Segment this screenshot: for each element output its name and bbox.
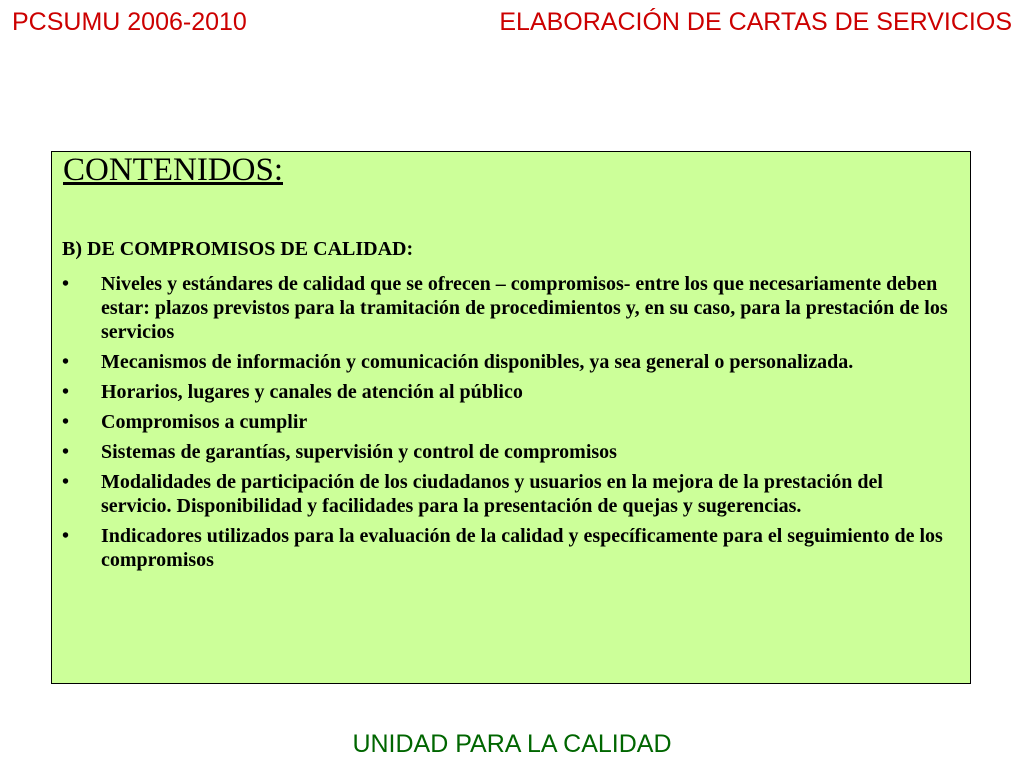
- bullet-list: [62, 272, 952, 578]
- bullet-icon: •: [62, 381, 70, 403]
- header-program-label: PCSUMU 2006-2010: [12, 8, 247, 36]
- list-item-text: Compromisos a cumplir: [101, 411, 308, 433]
- content-box: [51, 151, 971, 684]
- list-item: [62, 440, 952, 464]
- list-item-text: Sistemas de garantías, supervisión y control de compromisos: [101, 441, 617, 463]
- bullet-icon: •: [62, 411, 70, 433]
- bullet-icon: •: [62, 525, 70, 547]
- list-item-text: Mecanismos de información y comunicación disponibles, ya sea general o personalizada.: [101, 351, 854, 373]
- footer-unit-label: UNIDAD PARA LA CALIDAD: [352, 730, 672, 758]
- section-subheading: B) DE COMPROMISOS DE CALIDAD:: [62, 238, 414, 260]
- list-item: [62, 272, 952, 344]
- header-slide-title: ELABORACIÓN DE CARTAS DE SERVICIOS: [499, 8, 1012, 36]
- bullet-icon: •: [62, 273, 70, 295]
- bullet-icon: •: [62, 471, 70, 493]
- bullet-icon: •: [62, 351, 70, 373]
- bullet-icon: •: [62, 441, 70, 463]
- list-item: [62, 380, 952, 404]
- content-title: CONTENIDOS:: [63, 152, 283, 188]
- list-item-text: Indicadores utilizados para la evaluación de la calidad y específicamente para el seguimiento de los compromisos: [101, 525, 943, 571]
- list-item-text: Niveles y estándares de calidad que se ofrecen – compromisos- entre los que necesariamente deben estar: plazos previstos para la tramitación de procedimientos y, en su caso, para la prestación de los servicios: [101, 273, 948, 343]
- list-item: [62, 410, 952, 434]
- list-item-text: Modalidades de participación de los ciudadanos y usuarios en la mejora de la prestación del servicio. Disponibilidad y facilidades para la presentación de quejas y sugerencias.: [101, 471, 883, 517]
- list-item-text: Horarios, lugares y canales de atención al público: [101, 381, 523, 403]
- list-item: [62, 470, 952, 518]
- list-item: [62, 350, 952, 374]
- list-item: [62, 524, 952, 572]
